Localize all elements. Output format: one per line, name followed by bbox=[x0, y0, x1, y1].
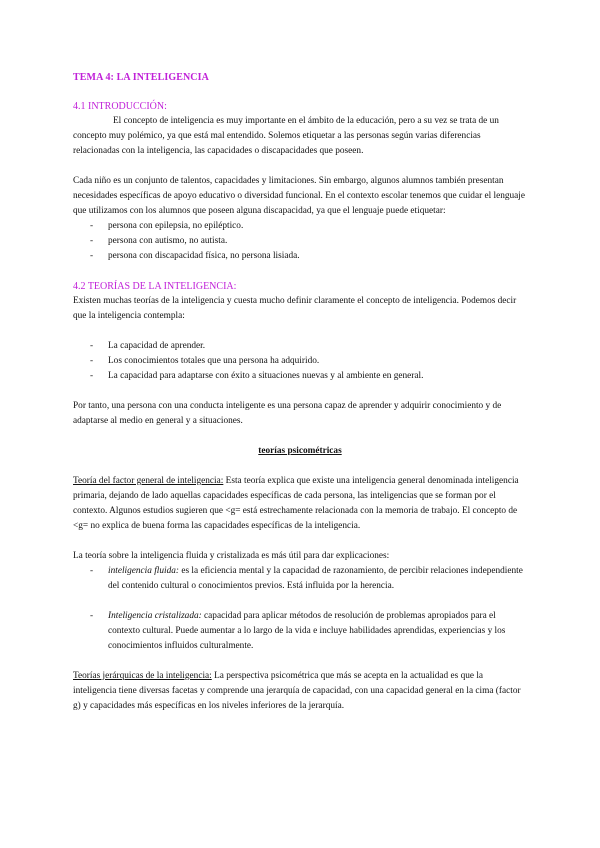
paragraph: Por tanto, una persona con una conducta inteligente es una persona capaz de aprender y adquirir conocimiento y de adaptarse al medio en general y a situaciones. bbox=[73, 401, 502, 426]
bullet-list bbox=[73, 564, 527, 654]
term-text: capacidad para aplicar métodos de resolución de problemas apropiados para el contexto cultural. Puede aumentar a lo largo de la vida e incluye habilidades aprendidas, experiencias y los conocimientos influidos culturalmente. bbox=[108, 611, 506, 651]
term-label: Teoría del factor general de inteligencia: bbox=[73, 476, 224, 486]
paragraph: La teoría sobre la inteligencia fluida y cristalizada es más útil para dar explicaciones: bbox=[73, 551, 390, 561]
list-item-cristalizada bbox=[73, 609, 527, 654]
bullet-list bbox=[73, 219, 527, 264]
document-body bbox=[73, 70, 527, 714]
document-title: TEMA 4: LA INTELIGENCIA bbox=[73, 72, 209, 83]
paragraph-factor-general bbox=[73, 474, 527, 534]
list-item: - La capacidad para adaptarse con éxito a situaciones nuevas y al ambiente en general. bbox=[73, 369, 527, 384]
paragraph: Cada niño es un conjunto de talentos, capacidades y limitaciones. Sin embargo, algunos alumnos también presentan necesidades específicas de apoyo educativo o diversidad funcional. En el contexto escolar tenemos que cuidar el lenguaje que utilizamos con los alumnos que poseen alguna discapacidad, ya que el lenguaje puede etiquetar: bbox=[73, 176, 526, 216]
list-item-fluida bbox=[73, 564, 527, 594]
bullet-list bbox=[73, 339, 527, 384]
term-label: inteligencia fluida: bbox=[108, 566, 180, 576]
term-label: Teorías jerárquicas de la inteligencia: bbox=[73, 671, 212, 681]
list-spacer bbox=[73, 594, 527, 609]
list-item: - persona con epilepsia, no epiléptico. bbox=[73, 219, 527, 234]
list-item: - persona con discapacidad física, no persona lisiada. bbox=[73, 249, 527, 264]
term-text: es la eficiencia mental y la capacidad de razonamiento, de percibir relaciones independiente del contenido cultural o conocimientos previos. Está influida por la herencia. bbox=[108, 566, 523, 591]
list-item: - persona con autismo, no autista. bbox=[73, 234, 527, 249]
list-item: - Los conocimientos totales que una persona ha adquirido. bbox=[73, 354, 527, 369]
paragraph: Existen muchas teorías de la inteligencia y cuesta mucho definir claramente el concepto de inteligencia. Podemos decir que la inteligencia contempla: bbox=[73, 296, 517, 321]
paragraph: El concepto de inteligencia es muy importante en el ámbito de la educación, pero a su vez se trata de un concepto muy polémico, ya que está mal entendido. Solemos etiquetar a las personas según varias diferencias relacionadas con la inteligencia, las capacidades o discapacidades que poseen. bbox=[73, 116, 499, 156]
section-heading-introduccion: 4.1 INTRODUCCIÓN: bbox=[73, 101, 167, 112]
paragraph-jerarquicas bbox=[73, 669, 527, 714]
list-item: - La capacidad de aprender. bbox=[73, 339, 527, 354]
section-heading-teorias: 4.2 TEORÍAS DE LA INTELIGENCIA: bbox=[73, 281, 237, 292]
subsection-heading: teorías psicométricas bbox=[258, 446, 342, 456]
term-text: Esta teoría explica que existe una inteligencia general denominada inteligencia primaria, dejando de lado aquellas capacidades específicas de cada persona, las inteligencias que se forman por el contexto. Algunos estudios sugieren que <g= está estrechamente relacionada con la memoria de trabajo. El concepto de <g= no explica de buena forma las capacidades específicas de la inteligencia. bbox=[73, 476, 519, 531]
term-label: Inteligencia cristalizada: bbox=[108, 611, 202, 621]
term-text: La perspectiva psicométrica que más se acepta en la actualidad es que la inteligencia tiene diversas facetas y comprende una jerarquía de capacidad, con una capacidad general en la cima (factor g) y capacidades más específicas en los niveles inferiores de la jerarquía. bbox=[73, 671, 521, 711]
